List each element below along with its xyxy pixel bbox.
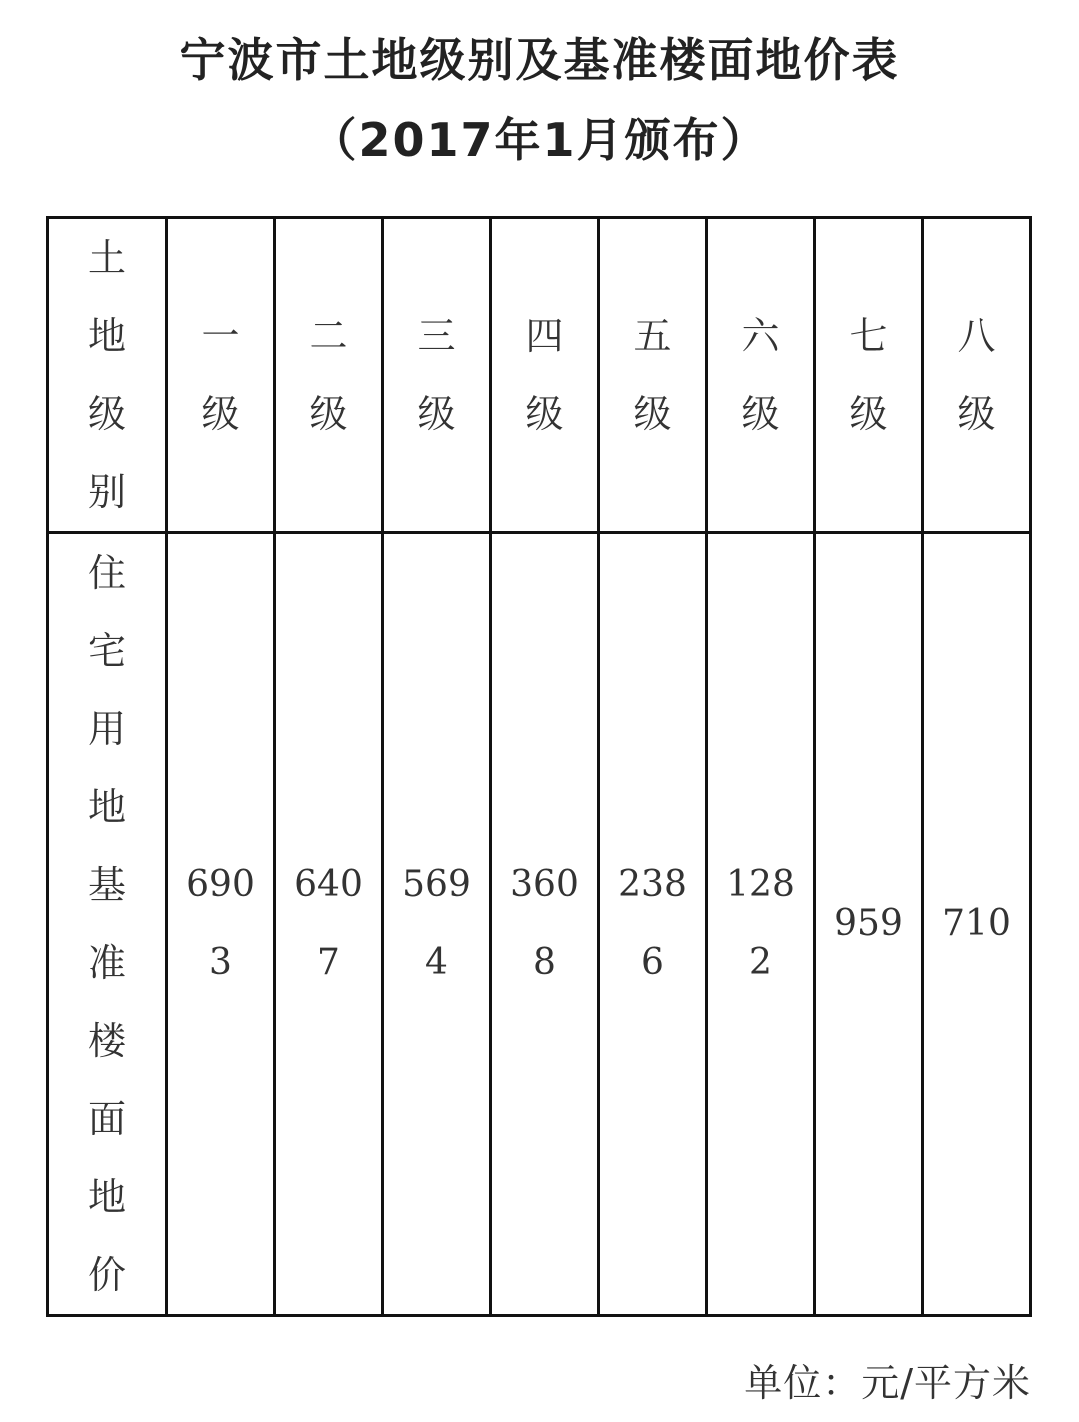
text-line: 级 bbox=[201, 392, 240, 436]
price-cell bbox=[167, 533, 275, 1316]
land-price-table bbox=[46, 216, 1032, 1317]
price-cell bbox=[491, 533, 599, 1316]
text-line: 二 bbox=[309, 314, 348, 358]
text-line: 级 bbox=[87, 392, 126, 436]
text-line: 地 bbox=[87, 785, 126, 829]
text-line: 690 bbox=[186, 864, 255, 905]
level-label bbox=[492, 297, 597, 453]
price-value bbox=[384, 846, 489, 1002]
text-line: 128 bbox=[726, 864, 795, 905]
text-line: 级 bbox=[525, 392, 564, 436]
text-line: 价 bbox=[87, 1253, 126, 1297]
level-cell bbox=[923, 218, 1031, 533]
row-value-label bbox=[49, 534, 165, 1314]
text-line: 地 bbox=[87, 314, 126, 358]
price-cell bbox=[707, 533, 815, 1316]
price-value bbox=[708, 846, 813, 1002]
level-cell bbox=[707, 218, 815, 533]
text-line: 3 bbox=[209, 942, 232, 983]
text-line: 710 bbox=[942, 903, 1011, 944]
text-line: 238 bbox=[618, 864, 687, 905]
price-cell bbox=[383, 533, 491, 1316]
level-cell bbox=[815, 218, 923, 533]
text-line: 住 bbox=[87, 551, 126, 595]
text-line: 级 bbox=[957, 392, 996, 436]
text-line: 级 bbox=[633, 392, 672, 436]
price-cell bbox=[923, 533, 1031, 1316]
row-header-label bbox=[49, 219, 165, 531]
text-line: 7 bbox=[317, 942, 340, 983]
level-label bbox=[276, 297, 381, 453]
level-label bbox=[816, 297, 921, 453]
text-line: 别 bbox=[87, 470, 126, 514]
level-label bbox=[924, 297, 1029, 453]
price-value bbox=[600, 846, 705, 1002]
text-line: 六 bbox=[741, 314, 780, 358]
level-header-row bbox=[48, 218, 1031, 533]
text-line: 360 bbox=[510, 864, 579, 905]
level-label bbox=[168, 297, 273, 453]
level-cell bbox=[167, 218, 275, 533]
text-line: 级 bbox=[309, 392, 348, 436]
text-line: 级 bbox=[417, 392, 456, 436]
level-cell bbox=[383, 218, 491, 533]
level-label bbox=[384, 297, 489, 453]
price-value bbox=[816, 885, 921, 963]
text-line: 959 bbox=[834, 903, 903, 944]
text-line: 2 bbox=[749, 942, 772, 983]
page-subtitle: （2017年1月颁布） bbox=[310, 113, 769, 167]
text-line: 地 bbox=[87, 1175, 126, 1219]
level-label bbox=[708, 297, 813, 453]
level-cell bbox=[599, 218, 707, 533]
text-line: 土 bbox=[87, 236, 126, 280]
text-line: 准 bbox=[87, 941, 126, 985]
level-cell bbox=[275, 218, 383, 533]
text-line: 八 bbox=[957, 314, 996, 358]
price-row bbox=[48, 533, 1031, 1316]
text-line: 四 bbox=[525, 314, 564, 358]
price-value bbox=[492, 846, 597, 1002]
text-line: 级 bbox=[849, 392, 888, 436]
price-value bbox=[276, 846, 381, 1002]
price-cell bbox=[275, 533, 383, 1316]
text-line: 569 bbox=[402, 864, 471, 905]
text-line: 4 bbox=[425, 942, 448, 983]
text-line: 五 bbox=[633, 314, 672, 358]
row-header-cell bbox=[48, 218, 167, 533]
text-line: 基 bbox=[87, 863, 126, 907]
price-cell bbox=[599, 533, 707, 1316]
level-cell bbox=[491, 218, 599, 533]
price-value bbox=[168, 846, 273, 1002]
text-line: 8 bbox=[533, 942, 556, 983]
text-line: 宅 bbox=[87, 629, 126, 673]
text-line: 面 bbox=[87, 1097, 126, 1141]
text-line: 640 bbox=[294, 864, 363, 905]
text-line: 级 bbox=[741, 392, 780, 436]
text-line: 三 bbox=[417, 314, 456, 358]
page-title: 宁波市土地级别及基准楼面地价表 bbox=[179, 33, 900, 87]
row-value-header-cell bbox=[48, 533, 167, 1316]
text-line: 6 bbox=[641, 942, 664, 983]
text-line: 用 bbox=[87, 707, 126, 751]
text-line: 七 bbox=[849, 314, 888, 358]
level-label bbox=[600, 297, 705, 453]
text-line: 楼 bbox=[87, 1019, 126, 1063]
unit-note: 单位：元/平方米 bbox=[744, 1361, 1031, 1405]
text-line: 一 bbox=[201, 314, 240, 358]
price-cell bbox=[815, 533, 923, 1316]
price-value bbox=[924, 885, 1029, 963]
